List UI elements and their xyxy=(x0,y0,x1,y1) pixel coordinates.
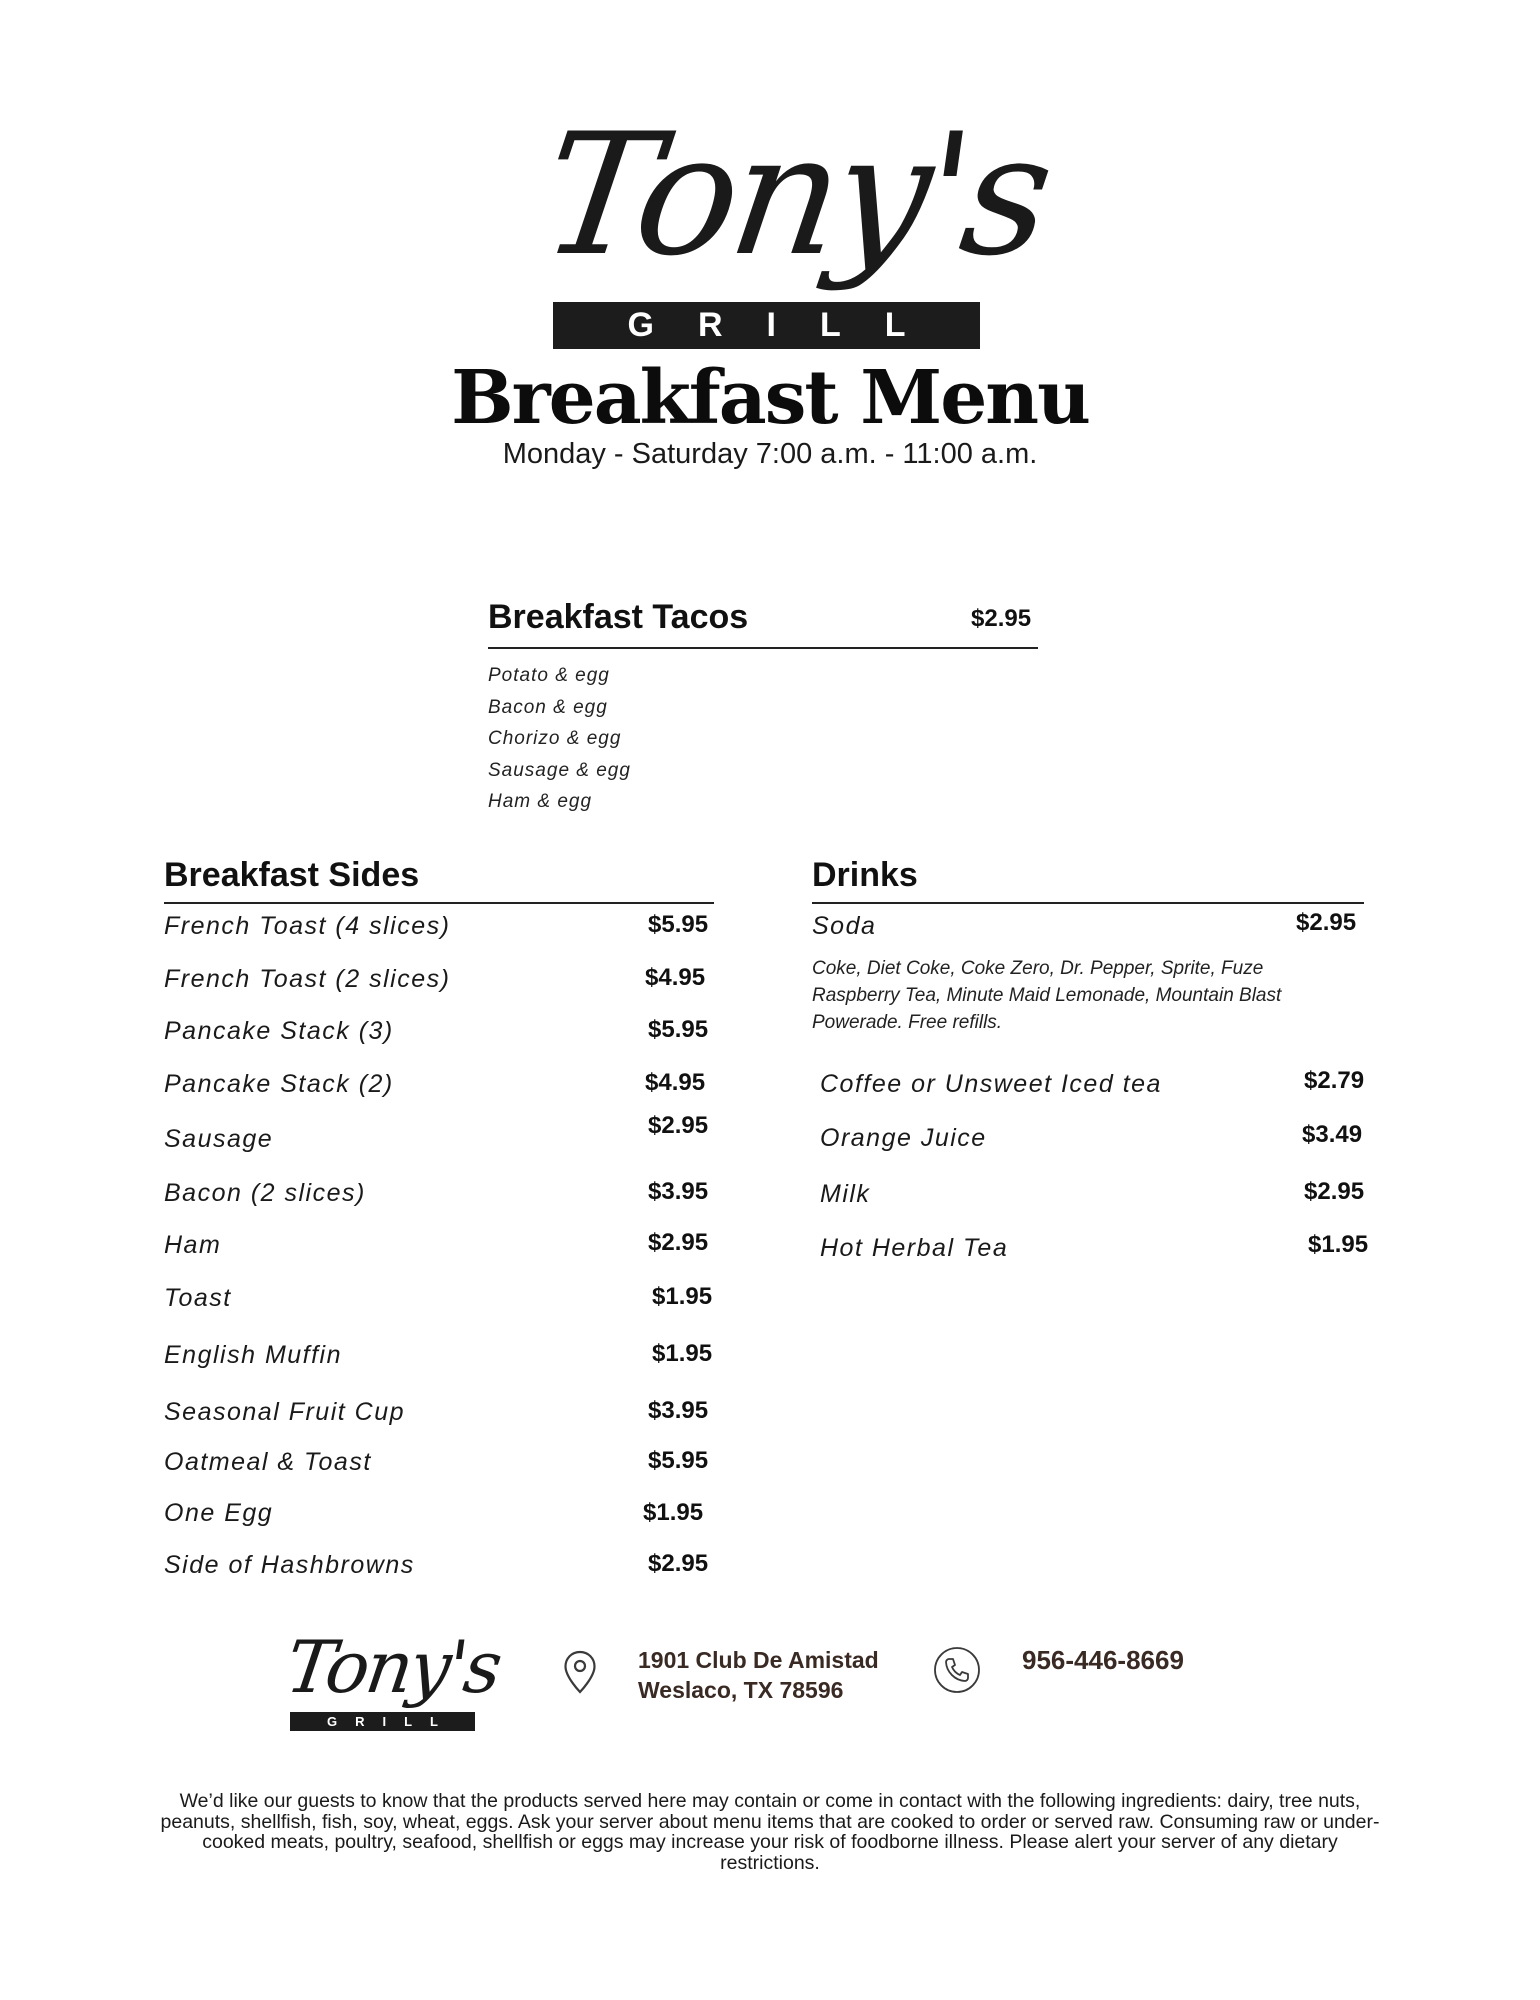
side-item-price: $2.95 xyxy=(648,1229,709,1256)
location-pin-icon xyxy=(563,1650,597,1694)
tacos-divider xyxy=(488,647,1038,649)
drink-item-price: $1.95 xyxy=(1308,1231,1369,1258)
side-item-name: Seasonal Fruit Cup xyxy=(164,1398,406,1426)
side-item-price: $4.95 xyxy=(645,964,706,991)
tacos-list xyxy=(488,660,888,818)
drink-item-price: $2.95 xyxy=(1304,1178,1365,1205)
tacos-price: $2.95 xyxy=(971,605,1032,632)
side-item-name: Pancake Stack (3) xyxy=(164,1017,394,1045)
drink-item-name: Milk xyxy=(820,1180,871,1208)
address-line-1: 1901 Club De Amistad xyxy=(638,1647,879,1673)
side-item-name: Bacon (2 slices) xyxy=(164,1179,366,1207)
allergy-disclaimer: We’d like our guests to know that the products served here may contain or come in contact with the following ingredients: dairy, tree nuts, peanuts, shellfish, fish, soy, wheat, eggs. Ask your server about menu items that are cooked to order or served raw. Consuming raw or under-cooked meats, poultry, seafood, shellfish or eggs may increase your risk of foodborne illness. Please alert your server of any dietary restrictions. xyxy=(160,1790,1380,1874)
side-item-name: French Toast (4 slices) xyxy=(164,912,451,940)
side-item-name: French Toast (2 slices) xyxy=(164,965,451,993)
list-item: Ham & egg xyxy=(488,791,593,812)
address xyxy=(638,1645,938,1705)
side-item-name: Side of Hashbrowns xyxy=(164,1551,415,1579)
tacos-heading: Breakfast Tacos xyxy=(488,598,749,636)
side-item-price: $3.95 xyxy=(648,1397,709,1424)
logo-bar: GRILL xyxy=(553,302,980,349)
side-item-price: $5.95 xyxy=(648,1016,709,1043)
side-item-price: $1.95 xyxy=(652,1283,713,1310)
side-item-price: $3.95 xyxy=(648,1178,709,1205)
logo-script-text: Tony's xyxy=(531,97,1059,293)
drink-item-price: $3.49 xyxy=(1302,1121,1363,1148)
phone-number: 956-446-8669 xyxy=(1022,1645,1184,1675)
side-item-price: $2.95 xyxy=(648,1112,709,1139)
drink-item-name: Soda xyxy=(812,912,877,940)
side-item-name: One Egg xyxy=(164,1499,274,1527)
side-item-name: Toast xyxy=(164,1284,232,1312)
phone-icon xyxy=(933,1646,981,1694)
menu-hours: Monday - Saturday 7:00 a.m. - 11:00 a.m. xyxy=(502,438,1038,470)
brand-logo xyxy=(531,95,1059,353)
side-item-price: $2.95 xyxy=(648,1550,709,1577)
soda-options-note: Coke, Diet Coke, Coke Zero, Dr. Pepper, Sprite, Fuze Raspberry Tea, Minute Maid Lemonade, Mountain Blast Powerade. Free refills. xyxy=(812,958,1282,1033)
side-item-name: English Muffin xyxy=(164,1341,343,1369)
side-item-price: $4.95 xyxy=(645,1069,706,1096)
footer-logo-bar: GRILL xyxy=(290,1712,475,1731)
sides-heading: Breakfast Sides xyxy=(164,856,420,894)
list-item: Chorizo & egg xyxy=(488,728,622,749)
side-item-name: Sausage xyxy=(164,1125,274,1153)
address-line-2: Weslaco, TX 78596 xyxy=(638,1677,844,1703)
drinks-divider xyxy=(812,902,1364,904)
drink-item-price: $2.95 xyxy=(1296,909,1357,936)
side-item-price: $1.95 xyxy=(643,1499,704,1526)
drink-item-name: Coffee or Unsweet Iced tea xyxy=(820,1070,1162,1098)
side-item-name: Pancake Stack (2) xyxy=(164,1070,394,1098)
side-item-name: Oatmeal & Toast xyxy=(164,1448,372,1476)
side-item-name: Ham xyxy=(164,1231,222,1259)
drinks-heading: Drinks xyxy=(812,856,918,894)
list-item: Potato & egg xyxy=(488,665,610,686)
side-item-price: $1.95 xyxy=(652,1340,713,1367)
drink-item-name: Orange Juice xyxy=(820,1124,987,1152)
list-item: Bacon & egg xyxy=(488,696,608,718)
side-item-price: $5.95 xyxy=(648,911,709,938)
side-item-price: $5.95 xyxy=(648,1447,709,1474)
sides-divider xyxy=(164,902,714,904)
list-item: Sausage & egg xyxy=(488,759,631,781)
drink-item-price: $2.79 xyxy=(1304,1067,1365,1094)
footer-logo xyxy=(281,1624,505,1732)
drink-item-name: Hot Herbal Tea xyxy=(820,1234,1009,1262)
footer-logo-script: Tony's xyxy=(281,1625,505,1709)
page-title: Breakfast Menu xyxy=(451,355,1089,441)
